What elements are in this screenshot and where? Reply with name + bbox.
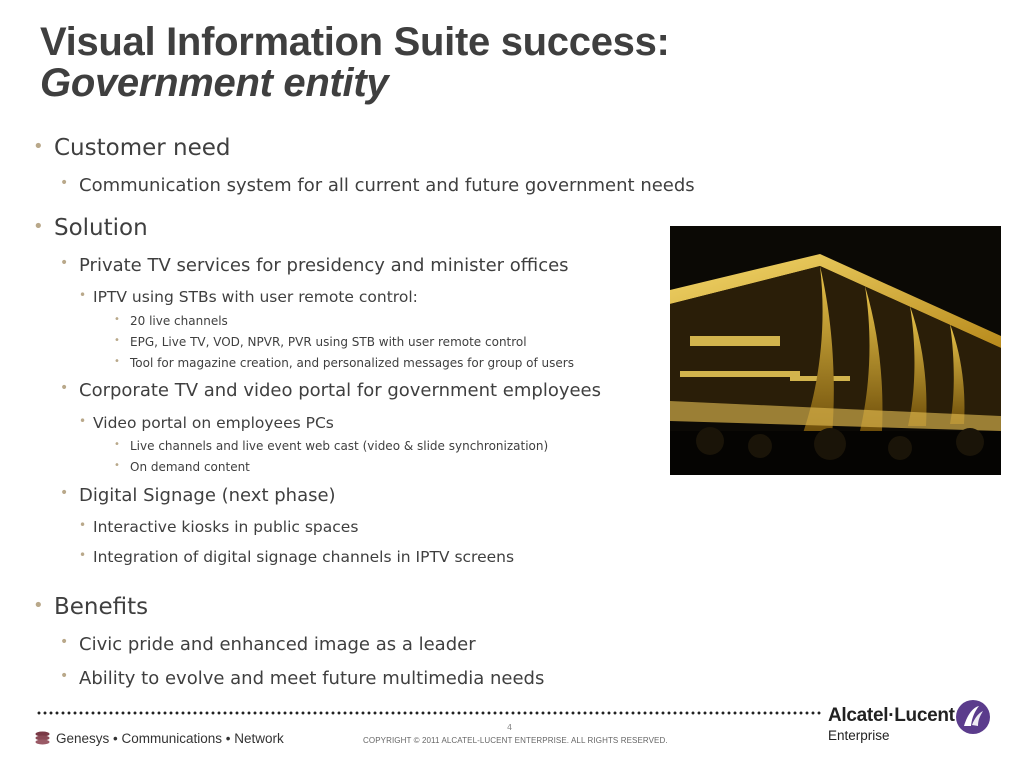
bullet-marker: • bbox=[33, 216, 44, 237]
bullet-marker: • bbox=[33, 136, 44, 157]
bullet-solution bbox=[33, 215, 148, 241]
bullet-marker: • bbox=[114, 314, 120, 325]
footer-dotted-divider bbox=[36, 710, 822, 716]
bullet-marker: • bbox=[79, 518, 87, 532]
bullet-text: Corporate TV and video portal for government employees bbox=[79, 380, 602, 401]
bullet-customer-need bbox=[33, 135, 231, 161]
bullet-sol-3 bbox=[60, 485, 336, 506]
bullet-ben-2 bbox=[60, 668, 545, 689]
bullet-text: Customer need bbox=[54, 135, 231, 161]
genesys-logo bbox=[35, 729, 284, 747]
bullet-text: IPTV using STBs with user remote control: bbox=[93, 288, 418, 306]
genesys-text: Genesys • Communications • Network bbox=[56, 730, 284, 746]
bullet-sol-1-1 bbox=[79, 288, 418, 306]
bullet-text: EPG, Live TV, VOD, NPVR, PVR using STB with user remote control bbox=[130, 335, 527, 349]
bullet-text: Live channels and live event web cast (video & slide synchronization) bbox=[130, 439, 549, 453]
bullet-marker: • bbox=[60, 668, 69, 684]
genesys-stack-icon bbox=[35, 731, 50, 745]
bullet-sol-3-1 bbox=[79, 518, 359, 536]
bullet-sol-2 bbox=[60, 380, 602, 401]
alcatel-lucent-swirl-icon bbox=[955, 699, 991, 735]
bullet-ben-1 bbox=[60, 634, 476, 655]
bullet-text: Benefits bbox=[54, 594, 149, 620]
bullet-marker: • bbox=[79, 288, 87, 302]
bullet-text: Digital Signage (next phase) bbox=[79, 485, 336, 506]
bullet-text: On demand content bbox=[130, 460, 250, 474]
bullet-sol-1-1-a bbox=[114, 314, 228, 328]
bullet-sol-3-2 bbox=[79, 548, 515, 566]
bullet-sol-2-1-b bbox=[114, 460, 250, 474]
bullet-text: Civic pride and enhanced image as a leader bbox=[79, 634, 476, 655]
bullet-marker: • bbox=[60, 175, 69, 191]
bullet-sol-2-1 bbox=[79, 414, 334, 432]
bullet-text: Solution bbox=[54, 215, 148, 241]
bullet-marker: • bbox=[114, 439, 120, 450]
alcatel-lucent-logo bbox=[828, 705, 955, 743]
slide-title-line1: Visual Information Suite success: bbox=[40, 20, 670, 64]
building-photo bbox=[670, 226, 1001, 475]
bullet-sol-1-1-c bbox=[114, 356, 574, 370]
copyright-text: COPYRIGHT © 2011 ALCATEL-LUCENT ENTERPRISE. ALL RIGHTS RESERVED. bbox=[363, 736, 668, 745]
page-number: 4 bbox=[507, 723, 513, 732]
bullet-marker: • bbox=[114, 356, 120, 367]
bullet-cn-1 bbox=[60, 175, 695, 196]
brand-subtitle: Enterprise bbox=[828, 728, 890, 743]
bullet-marker: • bbox=[33, 595, 44, 616]
bullet-text: 20 live channels bbox=[130, 314, 228, 328]
bullet-text: Communication system for all current and future government needs bbox=[79, 175, 695, 196]
bullet-marker: • bbox=[60, 485, 69, 501]
bullet-marker: • bbox=[79, 414, 87, 428]
bullet-text: Interactive kiosks in public spaces bbox=[93, 518, 359, 536]
bullet-text: Ability to evolve and meet future multimedia needs bbox=[79, 668, 545, 689]
bullet-marker: • bbox=[114, 460, 120, 471]
building-illustration bbox=[670, 226, 1001, 475]
bullet-text: Tool for magazine creation, and personalized messages for group of users bbox=[130, 356, 574, 370]
bullet-marker: • bbox=[79, 548, 87, 562]
brand-name: Alcatel·Lucent bbox=[828, 705, 955, 726]
bullet-sol-2-1-a bbox=[114, 439, 549, 453]
bullet-marker: • bbox=[60, 380, 69, 396]
bullet-benefits bbox=[33, 594, 149, 620]
slide-title-line2: Government entity bbox=[40, 61, 389, 105]
bullet-text: Integration of digital signage channels in IPTV screens bbox=[93, 548, 515, 566]
bullet-sol-1 bbox=[60, 255, 569, 276]
bullet-text: Video portal on employees PCs bbox=[93, 414, 334, 432]
bullet-text: Private TV services for presidency and minister offices bbox=[79, 255, 569, 276]
bullet-marker: • bbox=[60, 634, 69, 650]
bullet-marker: • bbox=[60, 255, 69, 271]
bullet-sol-1-1-b bbox=[114, 335, 527, 349]
bullet-marker: • bbox=[114, 335, 120, 346]
